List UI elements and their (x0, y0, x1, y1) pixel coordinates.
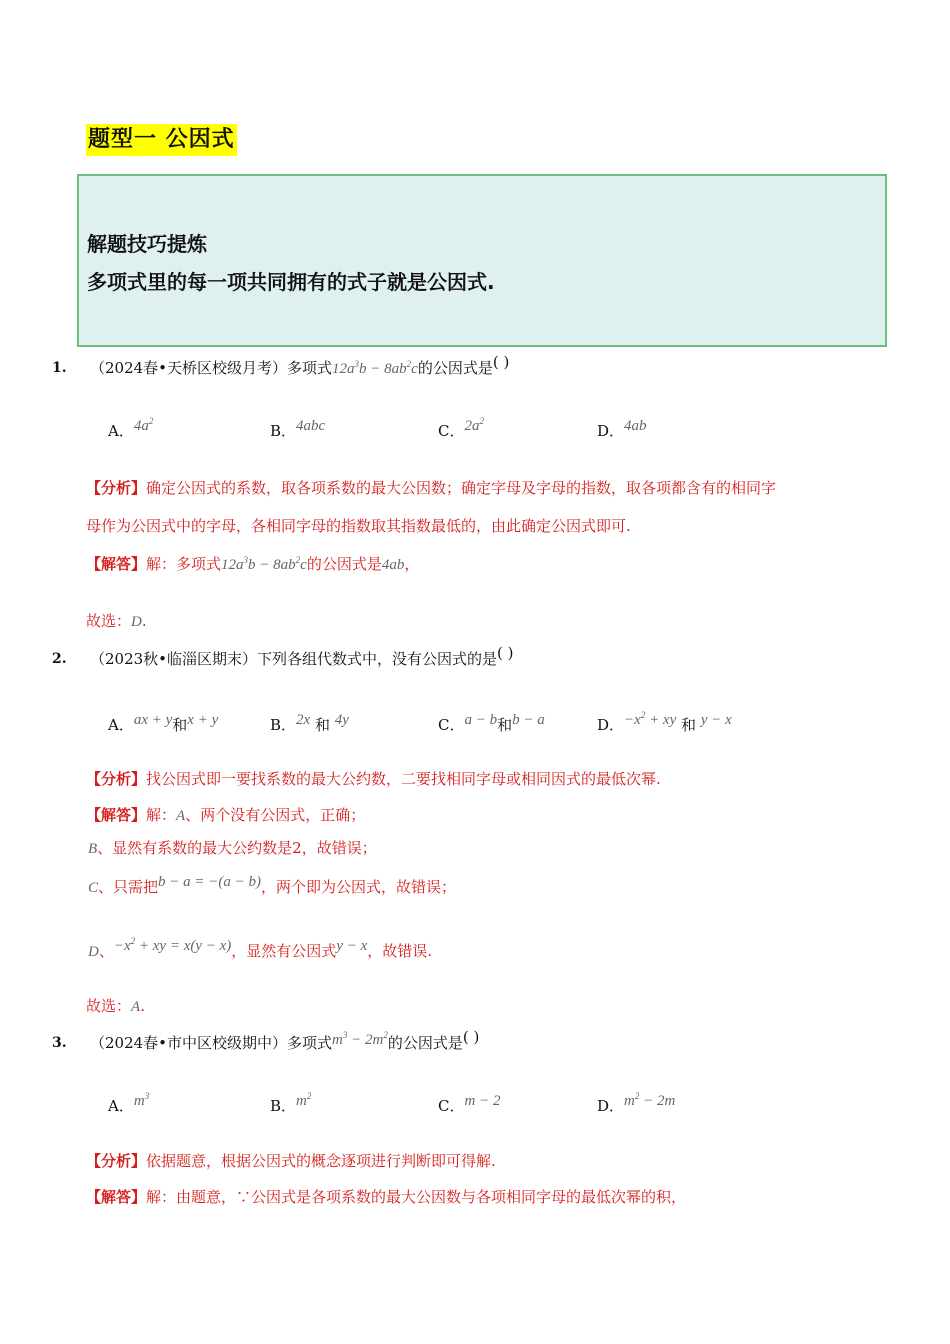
q3-analysis: 【分析】依据题意，根据公因式的概念逐项进行判断即可得解. (86, 1152, 496, 1170)
q1-option-c: C．$2a^2$ (438, 416, 484, 440)
q3-option-d: D．$m^2 - 2m$ (597, 1091, 676, 1115)
q1-source: （2024春•天桥区校级月考）多项式 (90, 359, 333, 377)
tip-box (77, 174, 887, 347)
q2-analysis: 【分析】找公因式即一要找系数的最大公约数，二要找相同字母或相同因式的最低次幂. (86, 770, 661, 788)
q1-stem (90, 353, 510, 378)
q1-analysis-line2: 母作为公因式中的字母，各相同字母的指数取其指数最低的，由此确定公因式即可. (86, 517, 631, 535)
q1-paren: ( ) (492, 353, 510, 371)
q3-option-b: B．$m^2$ (270, 1091, 312, 1115)
q3-option-a: A．$m^3$ (108, 1091, 150, 1115)
section-title: 题型一 公因式 (86, 124, 237, 156)
q1-number: 1. (52, 360, 67, 376)
q1-choice: 故选：D. (86, 612, 147, 630)
q2-answer-a: 【解答】解：A、两个没有公因式，正确； (86, 806, 366, 824)
q2-option-d: D．$-x^2$ + xy 和 y − x (597, 710, 732, 734)
q3-stem: （2024春•市中区校级期中）多项式$m^3 - 2m^2$的公因式是( ) (90, 1028, 480, 1052)
tip-text: 多项式里的每一项共同拥有的式子就是公因式. (87, 270, 495, 294)
q1-option-b: B．4abc (270, 418, 326, 440)
q1-answer: 【解答】解：多项式$12a^3b - 8ab^2c$的公因式是4ab， (86, 555, 420, 573)
q2-option-a: A．ax + y和x + y (108, 712, 219, 734)
q2-answer-c: C、只需把b − a = −(a − b)，两个即为公因式，故错误； (88, 874, 457, 896)
tip-heading: 解题技巧提炼 (87, 232, 207, 256)
q1-suffix: 的公因式是 (417, 359, 493, 377)
q2-answer-b: B、显然有系数的最大公约数是2，故错误； (88, 839, 377, 857)
q2-option-b: B．2x 和 4y (270, 712, 349, 734)
q3-option-c: C．m − 2 (438, 1093, 501, 1115)
q2-number: 2. (52, 651, 67, 667)
q3-answer: 【解答】解：由题意，∵公因式是各项系数的最大公因数与各项相同字母的最低次幂的积， (86, 1188, 687, 1206)
q2-answer-d: D、$-x^2$ + xy = x(y − x)，显然有公因式y − x，故错误. (88, 936, 433, 960)
q1-option-a: A．$4a^2$ (108, 416, 154, 440)
q2-choice: 故选：A. (86, 997, 145, 1015)
q1-analysis-line1: 【分析】确定公因式的系数，取各项系数的最大公因数；确定字母及字母的指数，取各项都含有的相同字 (86, 479, 777, 497)
q2-stem: （2023秋•临淄区期末）下列各组代数式中，没有公因式的是( ) (90, 644, 514, 668)
q3-number: 3. (52, 1035, 67, 1051)
q1-expr: $12a^3b - 8ab^2c$ (332, 359, 418, 377)
q1-option-d: D．4ab (597, 418, 647, 440)
q2-option-c: C．a − b和b − a (438, 712, 545, 734)
